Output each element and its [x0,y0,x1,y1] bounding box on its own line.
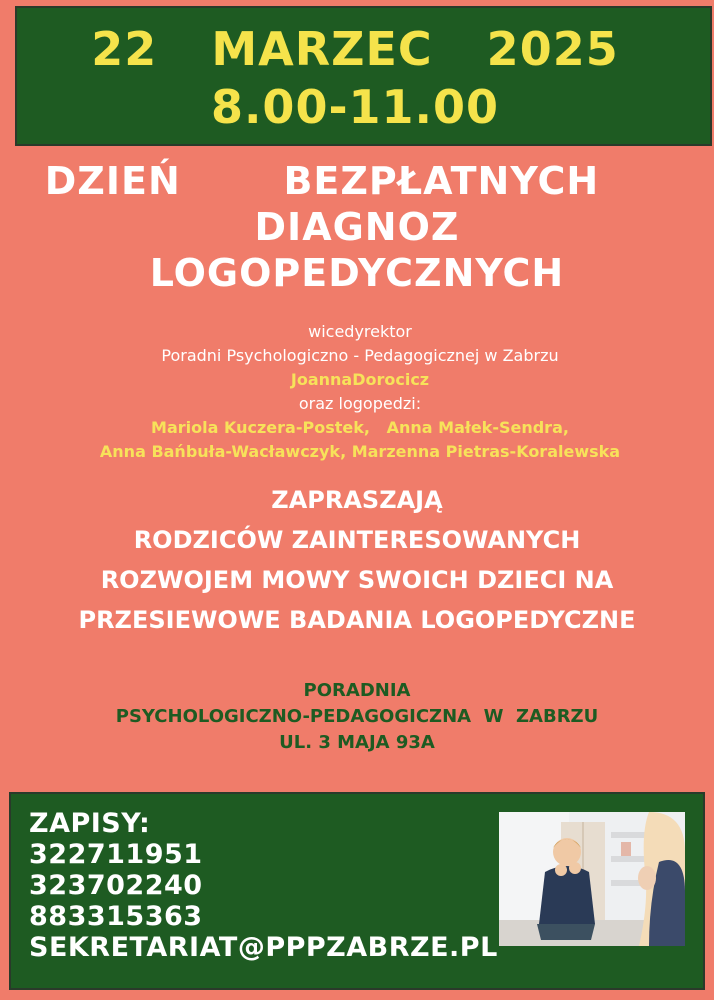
date-banner [15,6,712,146]
invite-line-1: ZAPRASZAJĄ [271,486,443,514]
organizer-and: oraz logopedzi: [298,394,422,413]
title-line-3: LOGOPEDYCZNYCH [149,251,565,295]
address-line-2: PSYCHOLOGICZNO-PEDAGOGICZNA W ZABRZU [115,706,599,727]
event-time: 8.00-11.00 [210,80,500,134]
title-line-2: DIAGNOZ [254,205,460,249]
organizer-director: JoannaDorocicz [290,370,430,389]
event-date: 22 MARZEC 2025 [91,22,619,76]
organizers [0,320,714,464]
registration-heading: ZAPISY: [29,808,151,839]
address-line-1: PORADNIA [303,680,411,701]
title-line-1: DZIEŃ BEZPŁATNYCH [44,159,600,203]
contact-info [29,808,498,963]
venue-address [0,678,714,756]
address-line-3: UL. 3 MAJA 93A [279,732,435,753]
invite-line-3: ROZWOJEM MOWY SWOICH DZIECI NA [100,566,614,594]
speech-therapists-1: Mariola Kuczera-Postek, Anna Małek-Sendra, [151,418,569,437]
registration-box [9,792,705,990]
invite-line-4: PRZESIEWOWE BADANIA LOGOPEDYCZNE [78,606,636,634]
email-address[interactable]: SEKRETARIAT@PPPZABRZE.PL [29,932,498,963]
phone-3[interactable]: 883315363 [29,901,203,932]
speech-therapists-2: Anna Bańbuła-Wacławczyk, Marzenna Pietras-Koralewska [99,442,621,461]
phone-1[interactable]: 322711951 [29,839,203,870]
event-title [0,158,714,296]
invite-line-2: RODZICÓW ZAINTERESOWANYCH [133,526,581,554]
organizer-institution: Poradni Psychologiczno - Pedagogicznej w Zabrzu [161,346,559,365]
therapy-photo [499,812,685,946]
organizer-role: wicedyrektor [308,322,412,341]
phone-2[interactable]: 323702240 [29,870,203,901]
invitation [0,480,714,640]
